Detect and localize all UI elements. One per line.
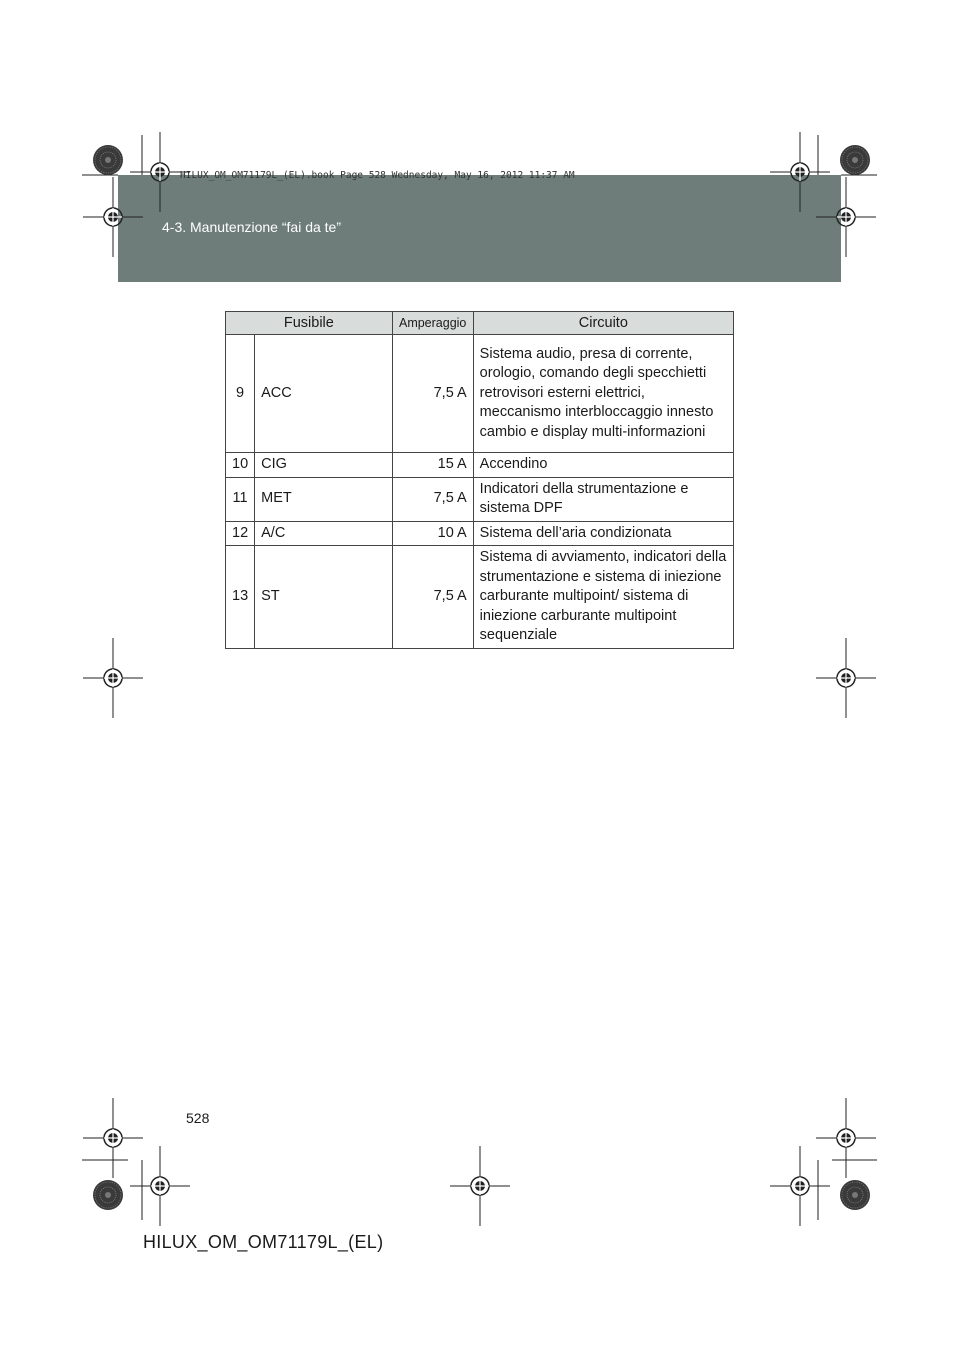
table-row xyxy=(226,335,734,453)
fuse-circuit: Indicatori della strumentazione e sistema DPF xyxy=(473,477,733,521)
fuse-table xyxy=(225,311,734,649)
fuse-circuit: Sistema di avviamento, indicatori della strumentazione e sistema di iniezione carburante multipoint/ sistema di iniezione carburante multipoint sequenziale xyxy=(473,546,733,649)
fuse-circuit: Sistema audio, presa di corrente, orologio, comando degli specchietti retrovisori esterni elettrici, meccanismo interbloccaggio innesto cambio e display multi-informazioni xyxy=(473,335,733,453)
column-header-amperaggio: Amperaggio xyxy=(392,312,473,335)
fuse-amperage: 15 A xyxy=(392,453,473,478)
fuse-number: 13 xyxy=(226,546,255,649)
table-row xyxy=(226,521,734,546)
fuse-circuit: Sistema dell’aria condizionata xyxy=(473,521,733,546)
table-header-row xyxy=(226,312,734,335)
document-id: HILUX_OM_OM71179L_(EL) xyxy=(143,1232,384,1252)
fuse-name: MET xyxy=(255,477,393,521)
fuse-name: A/C xyxy=(255,521,393,546)
fuse-amperage: 7,5 A xyxy=(392,477,473,521)
fuse-number: 9 xyxy=(226,335,255,453)
fuse-name: ACC xyxy=(255,335,393,453)
table-row xyxy=(226,453,734,478)
section-title: 4-3. Manutenzione “fai da te” xyxy=(162,219,341,235)
fuse-name: ST xyxy=(255,546,393,649)
fuse-amperage: 10 A xyxy=(392,521,473,546)
table-row xyxy=(226,546,734,649)
fuse-number: 10 xyxy=(226,453,255,478)
fuse-amperage: 7,5 A xyxy=(392,546,473,649)
fuse-number: 12 xyxy=(226,521,255,546)
column-header-circuito: Circuito xyxy=(473,312,733,335)
print-stamp: HILUX_OM_OM71179L_(EL).book Page 528 Wednesday, May 16, 2012 11:37 AM xyxy=(180,170,575,181)
column-header-fusibile: Fusibile xyxy=(226,312,393,335)
fuse-number: 11 xyxy=(226,477,255,521)
fuse-circuit: Accendino xyxy=(473,453,733,478)
fuse-name: CIG xyxy=(255,453,393,478)
table-row xyxy=(226,477,734,521)
fuse-amperage: 7,5 A xyxy=(392,335,473,453)
page-number: 528 xyxy=(186,1110,210,1126)
